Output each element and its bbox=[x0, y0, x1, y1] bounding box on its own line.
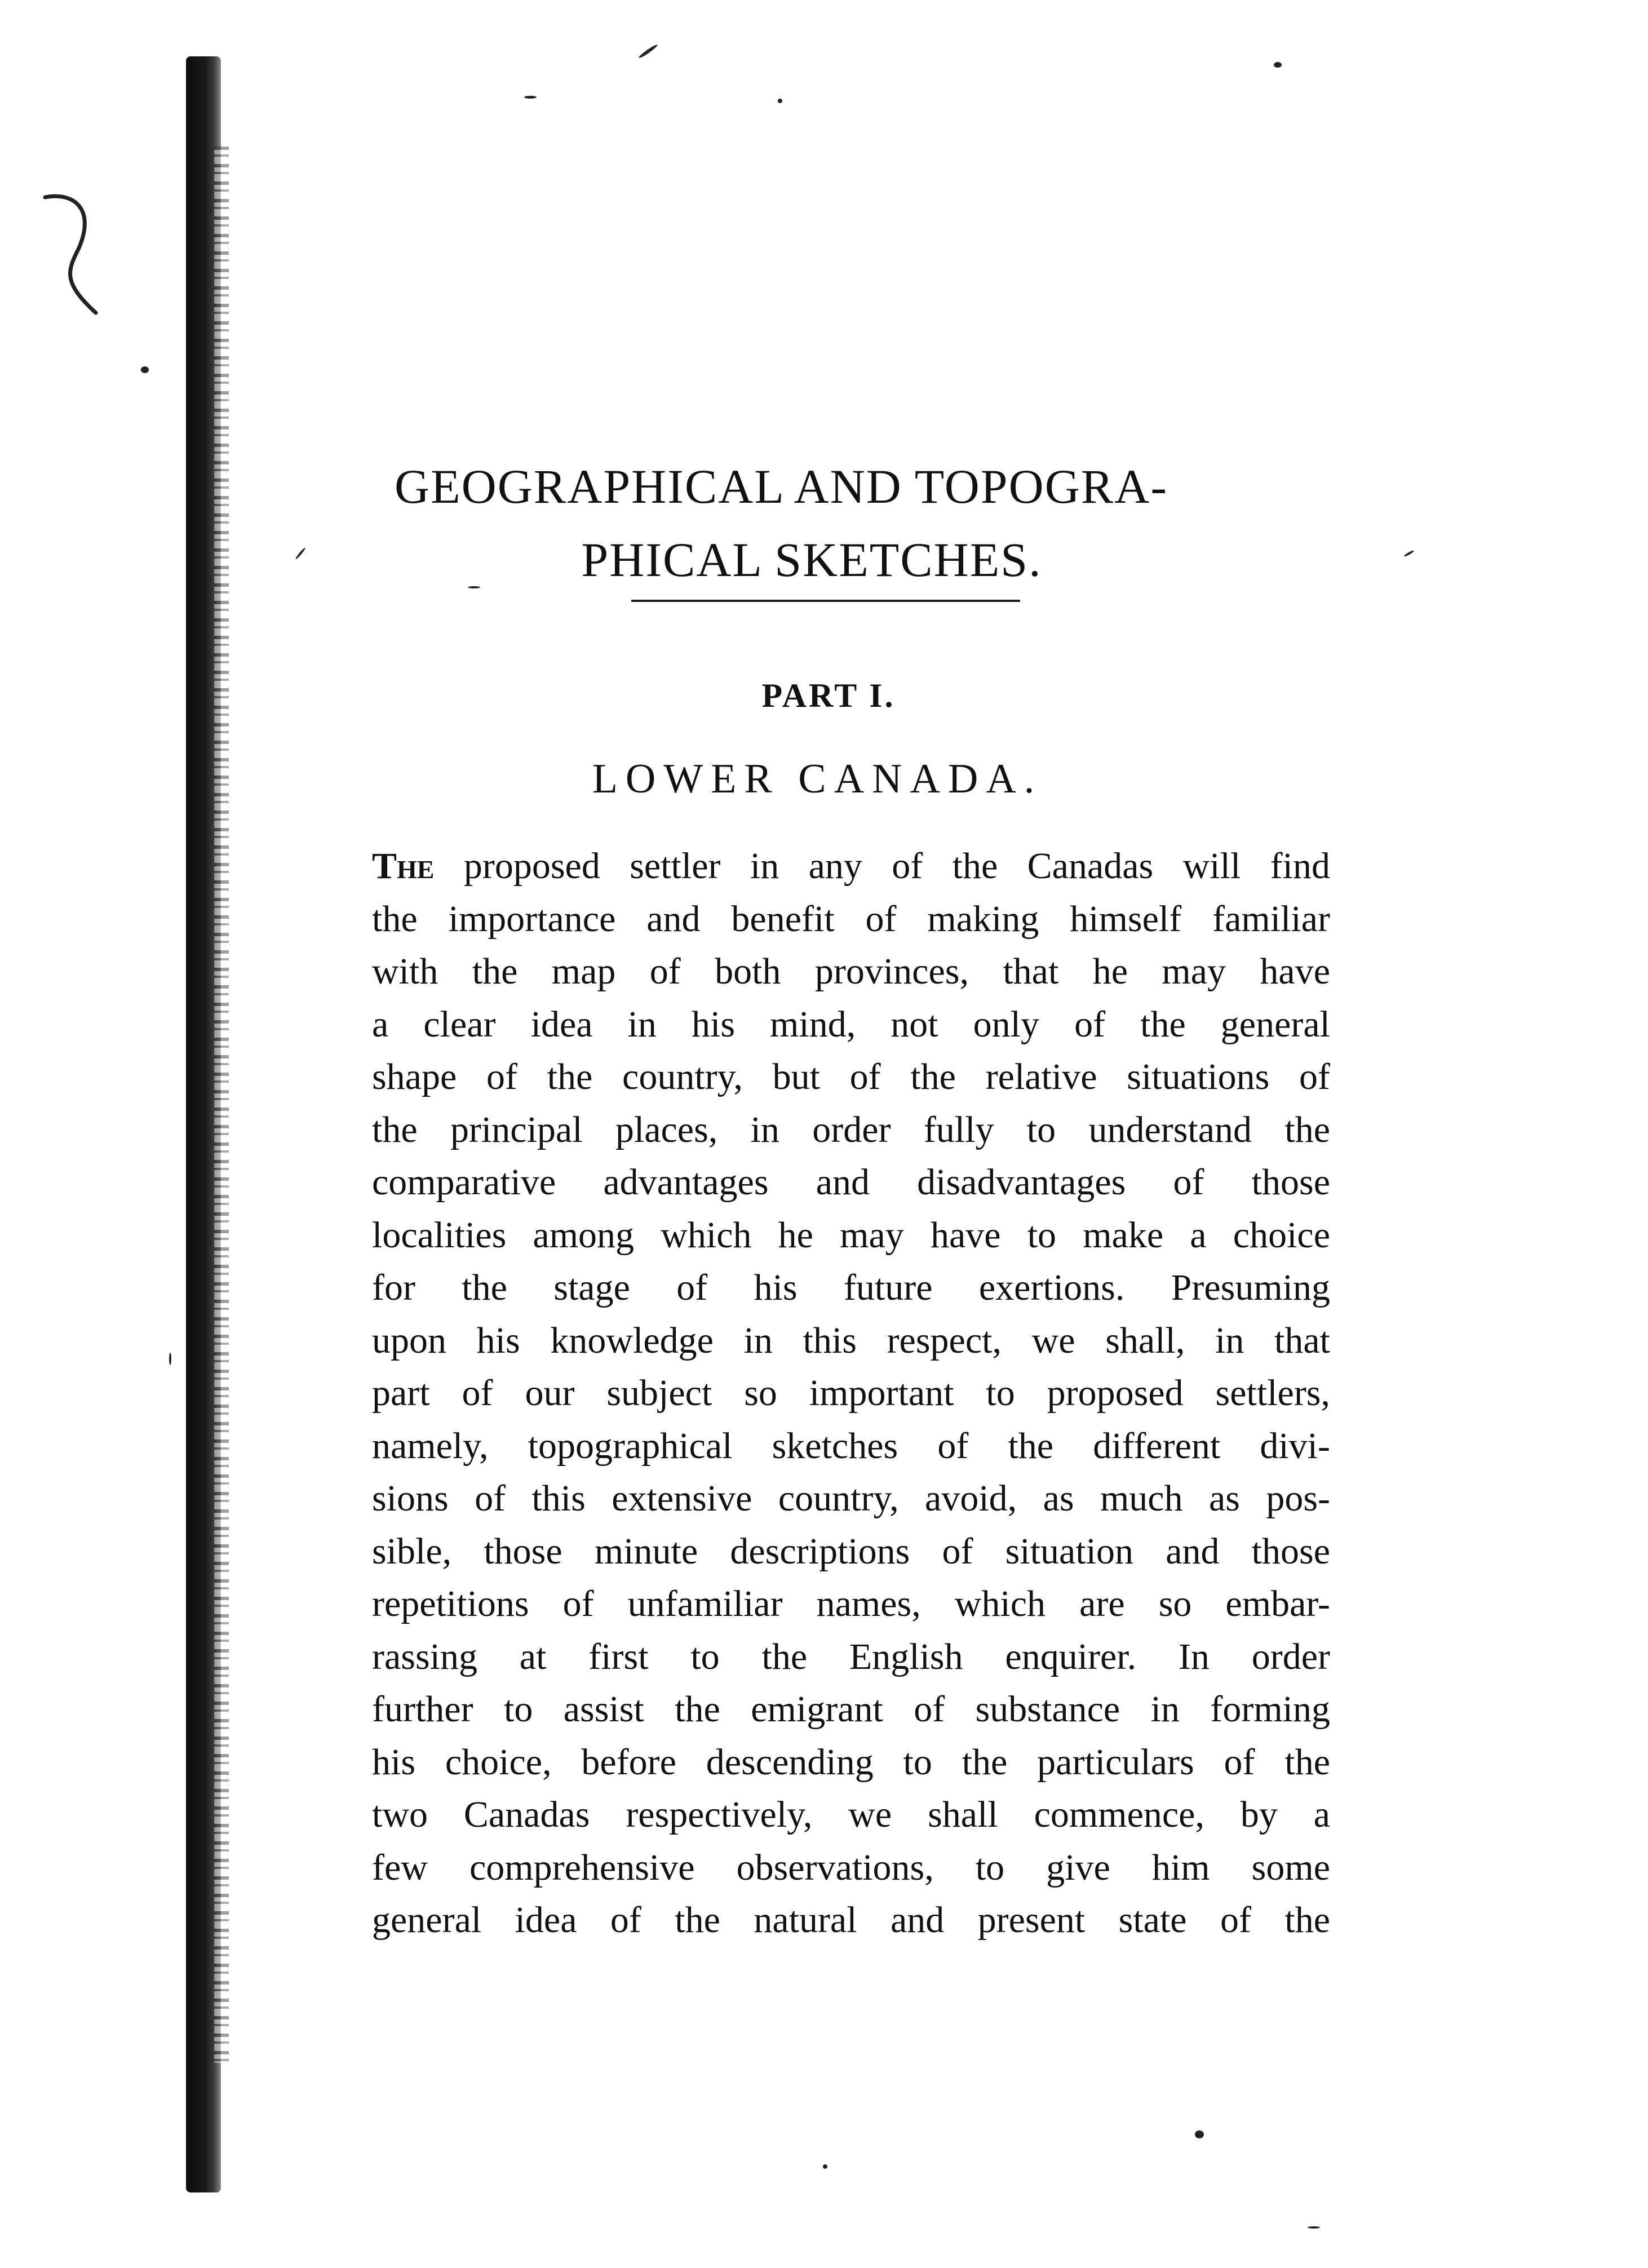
text-line: a clear idea in his mind, not only of the general bbox=[372, 1003, 1330, 1045]
scan-speck bbox=[638, 43, 658, 59]
text-line: rassing at first to the English enquirer. In order bbox=[372, 1636, 1330, 1677]
text-line: localities among which he may have to make a choice bbox=[372, 1214, 1330, 1256]
title-line-2: PHICAL SKETCHES. bbox=[581, 532, 1042, 587]
scan-speck bbox=[778, 99, 782, 103]
scan-speck bbox=[295, 547, 306, 560]
text-line: few comprehensive observations, to give him some bbox=[372, 1846, 1330, 1888]
drop-word: The bbox=[372, 845, 435, 887]
scan-speck bbox=[1274, 62, 1282, 68]
scan-speck bbox=[169, 1353, 171, 1365]
scan-speck bbox=[524, 96, 537, 99]
section-heading: LOWER CANADA. bbox=[592, 756, 1043, 802]
text-line: the importance and benefit of making himself familiar bbox=[372, 898, 1330, 940]
text-line: the principal places, in order fully to understand the bbox=[372, 1109, 1330, 1150]
text-line: for the stage of his future exertions. Presuming bbox=[372, 1267, 1330, 1308]
scan-speck bbox=[141, 366, 149, 373]
text-line: his choice, before descending to the particulars of the bbox=[372, 1741, 1330, 1783]
text-line: sible, those minute descriptions of situation and those bbox=[372, 1530, 1330, 1572]
scan-speck bbox=[1195, 2130, 1204, 2138]
page-title bbox=[395, 450, 1262, 596]
text-line: namely, topographical sketches of the different divi- bbox=[372, 1425, 1330, 1467]
text-line: The proposed settler in any of the Canadas will find bbox=[372, 845, 1330, 887]
text-line: sions of this extensive country, avoid, as much as pos- bbox=[372, 1478, 1330, 1519]
text-line: two Canadas respectively, we shall commence, by a bbox=[372, 1794, 1330, 1835]
part-heading: PART I. bbox=[761, 677, 896, 714]
binding-texture bbox=[214, 147, 229, 2063]
text-line: further to assist the emigrant of substance in forming bbox=[372, 1689, 1330, 1730]
scan-speck bbox=[1308, 2226, 1320, 2229]
scan-speck bbox=[823, 2164, 827, 2169]
text-line: part of our subject so important to proposed settlers, bbox=[372, 1372, 1330, 1414]
text-line: comparative advantages and disadvantages of those bbox=[372, 1162, 1330, 1203]
title-divider bbox=[631, 600, 1020, 602]
text-line: repetitions of unfamiliar names, which are so embar- bbox=[372, 1583, 1330, 1624]
text-line: upon his knowledge in this respect, we shall, in that bbox=[372, 1319, 1330, 1361]
text-line: general idea of the natural and present state of the bbox=[372, 1899, 1330, 1941]
text-line: with the map of both provinces, that he may have bbox=[372, 951, 1330, 992]
scan-speck bbox=[1403, 550, 1414, 557]
body-paragraph bbox=[372, 840, 1330, 1947]
margin-bracket-mark bbox=[39, 186, 107, 321]
text-line: shape of the country, but of the relative situations of bbox=[372, 1056, 1330, 1097]
title-line-1: GEOGRAPHICAL AND TOPOGRA- bbox=[395, 459, 1168, 513]
